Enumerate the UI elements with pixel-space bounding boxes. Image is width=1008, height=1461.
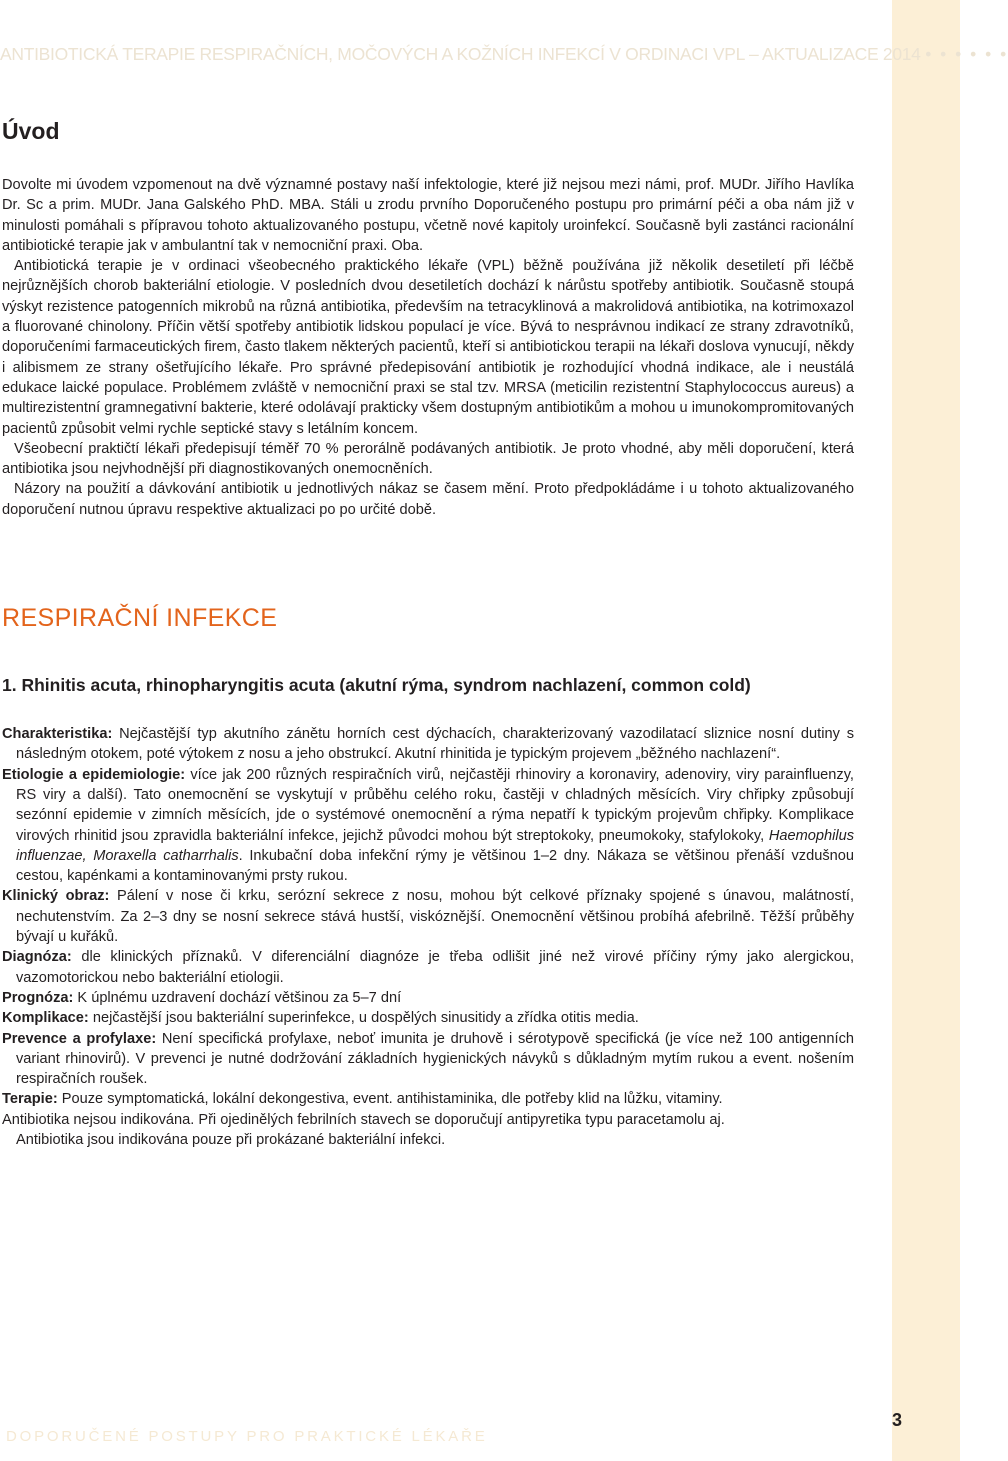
definition-prognosis — [2, 988, 854, 1008]
definition-characteristics — [2, 724, 854, 765]
definition-label: Prevence a profylaxe: — [2, 1030, 157, 1047]
running-header — [0, 44, 1008, 65]
intro-paragraph-2: Antibiotická terapie je v ordinaci všeobecného praktického lékaře (VPL) běžně používána již několik desetiletí při léčbě nejrůznějších chorob bakteriální etiologie. V posledních dvou desetiletích dochází k nárůstu spotřeby antibiotik. Současně stoupá výskyt rezistence patogenních mikrobů na různá antibiotika, především na tetracyklinová a makrolidová antibiotika, na kotrimoxazol a fluorované chinolony. Příčin větší spotřeby antibiotik lidskou populací je více. Bývá to nesprávnou indikací ze strany zdravotníků, doporučeními farmaceutických firem, často tlakem některých pacientů, kteří si antibiotickou terapii na lékaři doslova vynucují, někdy i alibismem ze strany ošetřujícího lékaře. Pro správné předepisování antibiotik je rozhodující vhodná indikace, ale i neustálá edukace laické populace. Problémem zvláště v nemocniční praxi se stal tzv. MRSA (meticilin rezistentní Staphylococcus aureus) a multirezistentní gramnegativní bakterie, které odolávají prakticky všem dostupným antibiotikům a mohou u imunokompromitovaných pacientů způsobit velmi rychle septické stavy s letálním koncem. — [2, 258, 854, 437]
topic-title: 1. Rhinitis acuta, rhinopharyngitis acuta (akutní rýma, syndrom nachlazení, common cold) — [2, 675, 751, 696]
definition-prevention — [2, 1029, 854, 1090]
side-band — [892, 0, 960, 1461]
page-number: 3 — [892, 1410, 903, 1430]
definition-label: Terapie: — [2, 1091, 58, 1108]
definition-complications — [2, 1008, 854, 1028]
definition-label: Diagnóza: — [2, 949, 72, 966]
intro-paragraph-4: Názory na použití a dávkování antibiotik u jednotlivých nákaz se časem mění. Proto předpokládáme i u tohoto aktualizovaného doporučení nutnou úpravu respektive aktualizaci po po určité době. — [2, 481, 854, 518]
respiratory-title: RESPIRAČNÍ INFEKCE — [2, 604, 278, 633]
definition-text: Pálení v nose či krku, serózní sekrece z nosu, mohou být celkové příznaky spojené s únavou, malátností, nechutenstvím. Za 2–3 dny se nosní sekrece stává hustší, viskóznější. Onemocnění většinou probíhá afebrilně. Těžší průběhy bývají u kuřáků. — [16, 888, 854, 946]
antibiotics-note-2: Antibiotika jsou indikována pouze při prokázané bakteriální infekci. — [16, 1131, 446, 1148]
definition-text-after: . Inkubační doba infekční rýmy je většinou 1–2 dny. Nákaza se většinou přenáší vzdušnou cestou, kapénkami a kontaminovanými prsty rukou. — [16, 847, 854, 885]
intro-paragraph-1: Dovolte mi úvodem vzpomenout na dvě významné postavy naší infektologie, které již nejsou mezi námi, prof. MUDr. Jiřího Havlíka Dr. Sc a prim. MUDr. Jana Galského PhD. MBA. Stáli u zrodu prvního Doporučeného postupu pro primární péči a oba nám již v minulosti pomáhali s přípravou tohoto aktualizovaného postupu, včetně nové kapitoly uroinfekcí. Současně byli zastánci racionální antibiotické terapie jak v ambulantní tak v nemocniční praxi. Oba. — [2, 177, 854, 254]
definition-clinical — [2, 886, 854, 947]
definition-label: Klinický obraz: — [2, 888, 110, 905]
running-header-title: ANTIBIOTICKÁ TERAPIE RESPIRAČNÍCH, MOČOVÝCH A KOŽNÍCH INFEKCÍ V ORDINACI VPL – AKTUALIZACE 2014 — [0, 44, 921, 64]
definition-text: K úplnému uzdravení dochází většinou za 5–7 dní — [73, 989, 402, 1006]
page-content — [2, 118, 854, 1150]
intro-title: Úvod — [2, 118, 60, 144]
definition-text: Pouze symptomatická, lokální dekongestiva, event. antihistaminika, dle potřeby klid na lůžku, vitaminy. — [57, 1091, 723, 1108]
header-dots: • • • • • • — [925, 44, 1008, 64]
definition-text: dle klinických příznaků. V diferenciální diagnóze je třeba odlišit jiné než virové příčiny rýmy jako alergickou, vazomotorickou nebo bakteriální etiologii. — [16, 949, 854, 986]
definition-label: Komplikace: — [2, 1010, 89, 1027]
definition-label: Charakteristika: — [2, 726, 113, 743]
intro-paragraph-3: Všeobecní praktičtí lékaři předepisují téměř 70 % perorálně podávaných antibiotik. Je proto vhodné, aby měli doporučení, která antibiotika jsou nejvhodnější při diagnostikovaných onemocněních. — [2, 440, 854, 478]
intro-section — [2, 118, 854, 520]
definition-text: Nejčastější typ akutního zánětu horních cest dýchacích, charakterizovaný vazodilatací sliznice nosní dutiny s následným otokem, poté výtokem z nosu a jeho obstrukcí. Akutní rhinitida je typickým projevem „běžného nachlazení“. — [16, 726, 854, 763]
footer-title: DOPORUČENÉ POSTUPY PRO PRAKTICKÉ LÉKAŘE — [6, 1428, 488, 1445]
respiratory-section — [2, 604, 854, 1150]
definition-diagnosis — [2, 947, 854, 988]
definition-label: Etiologie a epidemiologie: — [2, 766, 186, 783]
definition-text: více jak 200 různých respiračních virů, nejčastěji rhinoviry a koronaviry, adenoviry, viry parainfluenzy, RS viry a další). Tato onemocnění se vyskytují v průběhu celého roku, častěji v chladných měsících. Viry chřipky způsobují sezónní epidemie v zimních měsících, jde o systémové onemocnění a rýma nepatří k typickým projevům chřipky. Komplikace virových rhinitid jsou zpravidla bakteriální infekce, jejichž původci mohou být streptokoky, pneumokoky, stafylokoky, — [16, 766, 854, 844]
definition-therapy — [2, 1089, 854, 1109]
definition-text: Není specifická profylaxe, neboť imunita je druhově i sérotypově specifická (je více než 100 antigenních variant rhinovirů). V prevenci je nutné dodržování základních hygienických návyků s důkladným mytím rukou a event. nošením respiračních roušek. — [16, 1030, 854, 1088]
definition-label: Prognóza: — [2, 989, 74, 1006]
definition-italic: Haemophilus influenzae, Moraxella catharrhalis — [16, 827, 854, 864]
definition-etiology — [2, 765, 854, 887]
definition-text: nejčastější jsou bakteriální superinfekce, u dospělých sinusitidy a zřídka otitis media. — [88, 1010, 639, 1027]
antibiotics-note-1: Antibiotika nejsou indikována. Při ojedinělých febrilních stavech se doporučují antipyretika typu paracetamolu aj. — [2, 1111, 725, 1128]
